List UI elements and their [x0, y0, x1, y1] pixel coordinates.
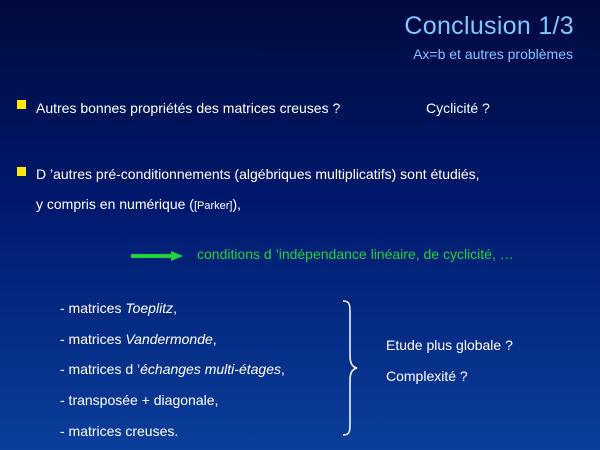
- slide-title: Conclusion 1/3: [404, 12, 574, 40]
- bullet-2-line-2-start: y compris en numérique (: [36, 196, 194, 212]
- bullet-1-extra: Cyclicité ?: [426, 100, 490, 116]
- list-item-suffix: ,: [173, 300, 177, 316]
- bullet-2-line-2-end: ),: [232, 196, 242, 212]
- side-note-complexity: Complexité ?: [386, 368, 468, 384]
- reference-parker: [Parker]: [193, 200, 233, 212]
- list-item: [60, 331, 217, 347]
- conclusion-text: conditions d ’indépendance linéaire, de cyclicité, …: [197, 246, 514, 262]
- bullet-1-text: Autres bonnes propriétés des matrices creuses ?: [36, 100, 341, 116]
- list-item-prefix: - matrices: [60, 300, 126, 316]
- list-item: [60, 423, 178, 439]
- list-item: [60, 361, 285, 377]
- list-item-prefix: - matrices d ’: [60, 361, 141, 377]
- list-item-suffix: ,: [212, 331, 217, 347]
- bullet-square-icon: [17, 167, 26, 176]
- side-note-global-study: Etude plus globale ?: [386, 337, 513, 353]
- right-arrow-icon: [131, 251, 183, 261]
- list-item: [60, 392, 218, 408]
- list-item-emphasis: Vandermonde: [125, 331, 213, 347]
- bullet-square-icon: [17, 100, 26, 109]
- list-item: [60, 300, 177, 316]
- bullet-2-line-1: D ’autres pré-conditionnements (algébriques multiplicatifs) sont étudiés,: [36, 166, 480, 182]
- list-item-prefix: - matrices creuses.: [60, 423, 179, 439]
- bullet-2-line-2: [36, 196, 241, 212]
- slide-subtitle: Ax=b et autres problèmes: [413, 46, 573, 62]
- list-item-emphasis: échanges multi-étages: [140, 361, 281, 377]
- list-item-prefix: - matrices: [60, 331, 126, 347]
- curly-brace-icon: [338, 297, 360, 439]
- list-item-suffix: ,: [281, 361, 285, 377]
- list-item-prefix: - transposée + diagonale,: [60, 392, 219, 408]
- list-item-emphasis: Toeplitz: [125, 300, 174, 316]
